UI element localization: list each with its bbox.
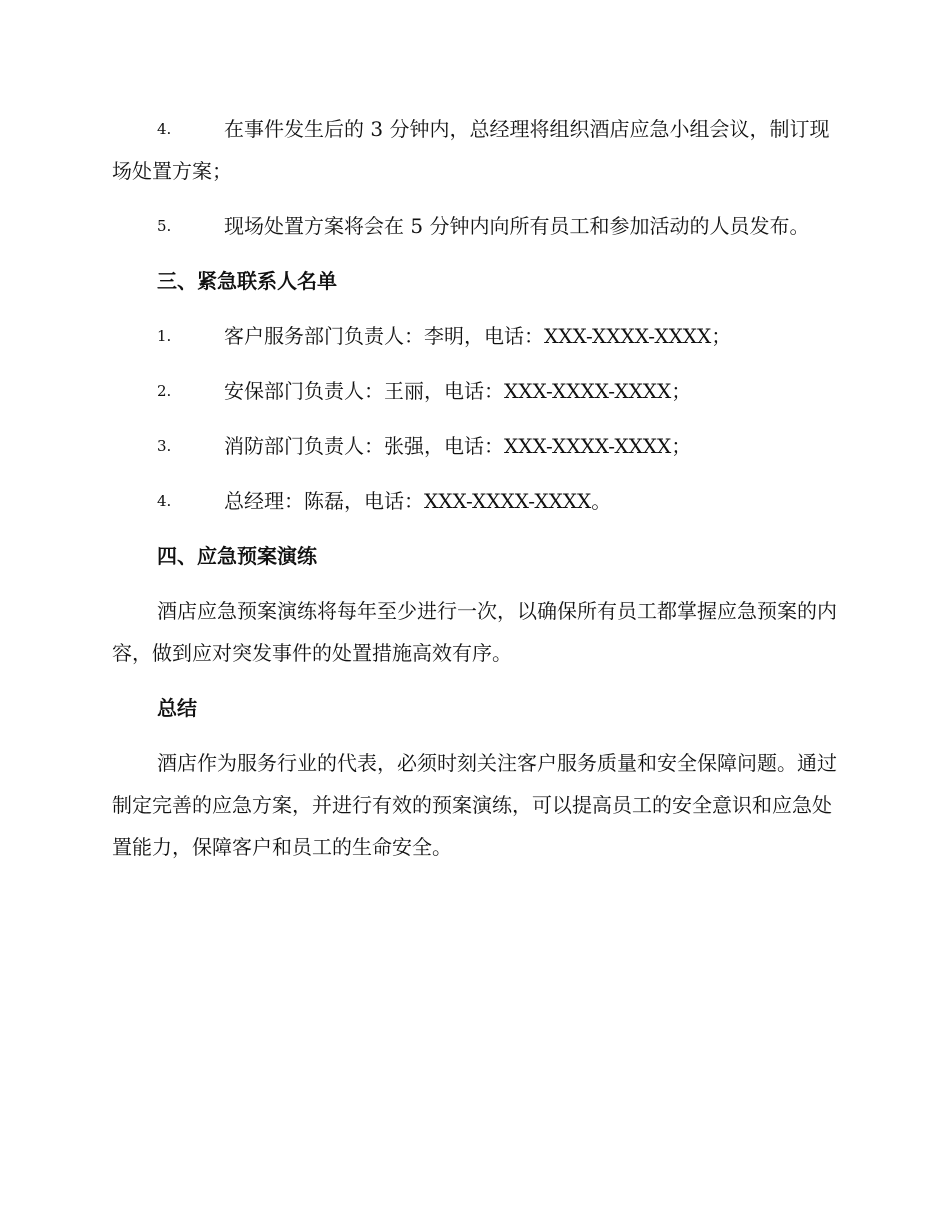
section-heading-contacts: 三、紧急联系人名单 [157,269,337,293]
list-item [112,315,838,357]
list-text: 安保部门负责人：王丽，电话：XXX-XXXX-XXXX； [224,379,692,403]
summary-paragraph: 酒店作为服务行业的代表，必须时刻关注客户服务质量和安全保障问题。通过制定完善的应急方案，并进行有效的预案演练，可以提高员工的安全意识和应急处置能力，保障客户和员工的生命安全。 [112,751,837,859]
list-number: 4. [157,492,172,510]
list-item [112,425,838,467]
list-item [112,480,838,522]
list-text: 现场处置方案将会在 5 分钟内向所有员工和参加活动的人员发布。 [224,214,810,238]
section-heading-drill: 四、应急预案演练 [157,544,317,568]
list-text: 消防部门负责人：张强，电话：XXX-XXXX-XXXX； [224,434,692,458]
list-number: 3. [157,437,172,455]
list-number: 2. [157,382,172,400]
list-item [112,205,838,247]
list-text: 在事件发生后的 3 分钟内，总经理将组织酒店应急小组会议，制订现场处置方案； [112,117,830,183]
list-number: 1. [157,327,172,345]
drill-paragraph: 酒店应急预案演练将每年至少进行一次，以确保所有员工都掌握应急预案的内容，做到应对突发事件的处置措施高效有序。 [112,599,837,665]
list-item [112,370,838,412]
list-number: 5. [157,217,172,235]
list-number: 4. [157,120,172,138]
list-text: 客户服务部门负责人：李明，电话：XXX-XXXX-XXXX； [224,324,732,348]
section-heading-summary: 总结 [157,696,197,720]
list-text: 总经理：陈磊，电话：XXX-XXXX-XXXX。 [224,489,612,513]
list-item [112,108,838,192]
